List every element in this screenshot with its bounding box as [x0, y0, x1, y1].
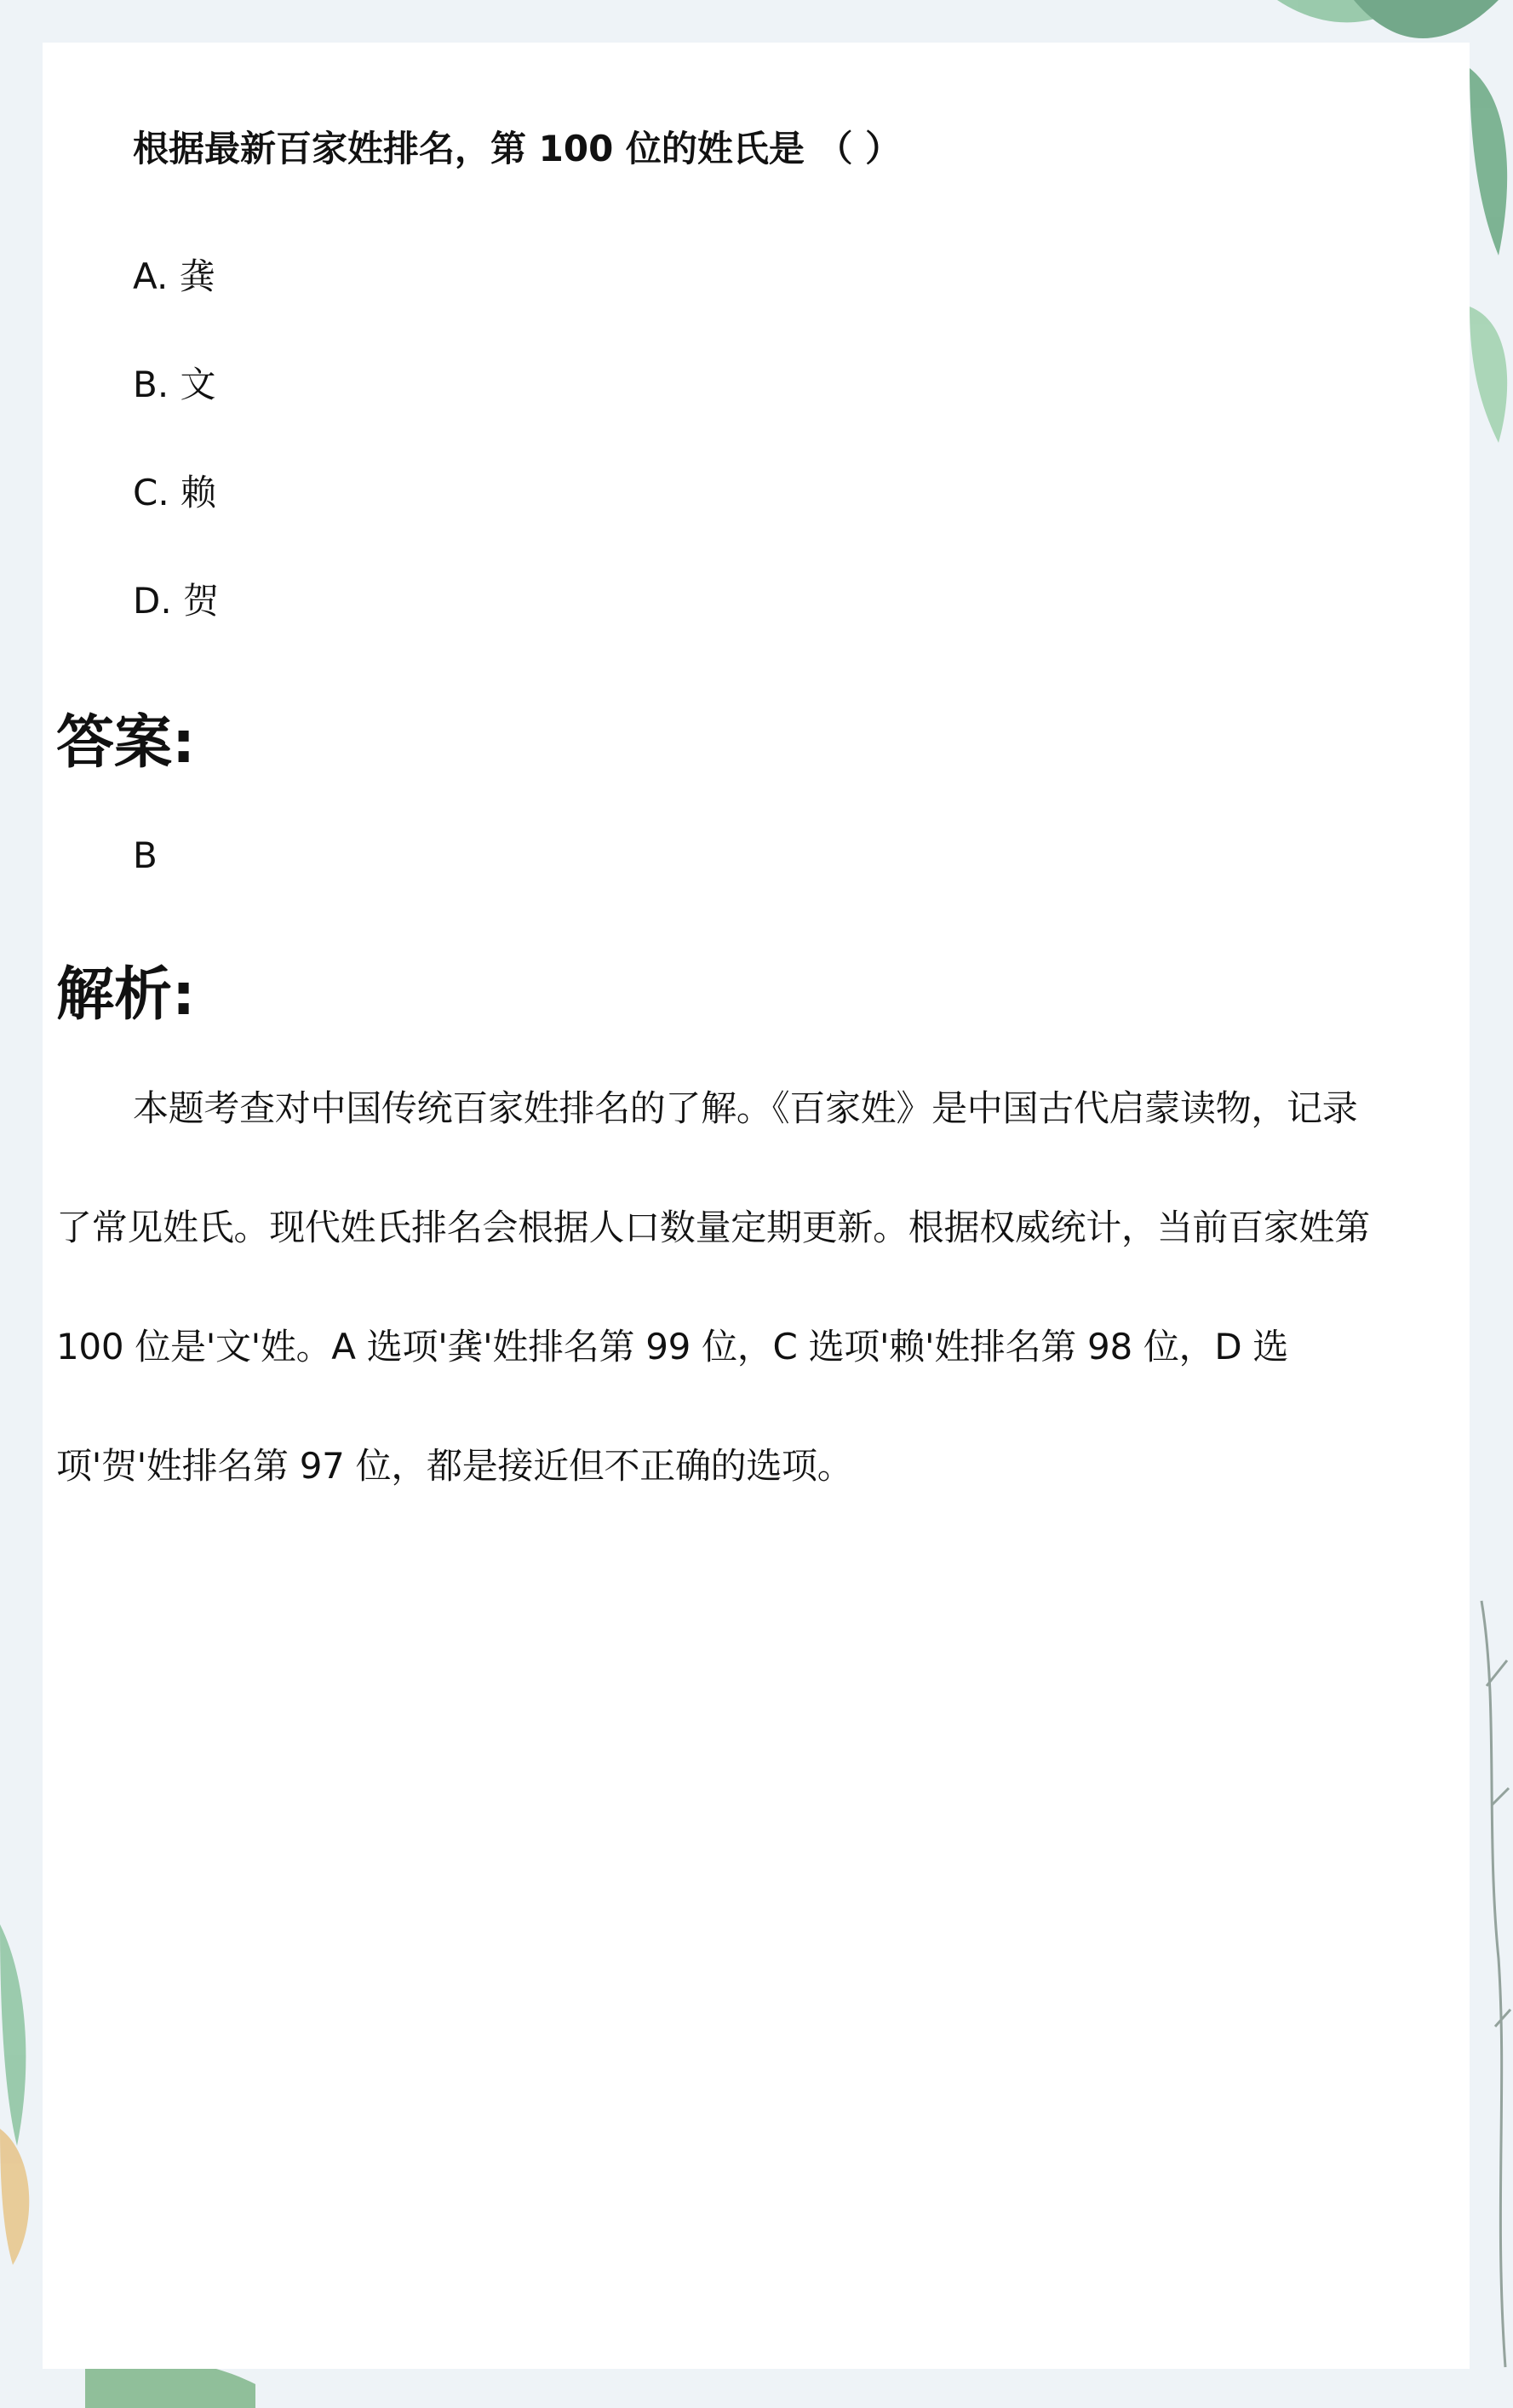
question-stem: 根据最新百家姓排名，第 100 位的姓氏是 （ ）: [133, 128, 902, 169]
analysis-text: 本题考查对中国传统百家姓排名的了解。《百家姓》是中国古代启蒙读物，记录了常见姓氏。现代姓氏排名会根据人口数量定期更新。根据权威统计，当前百家姓第 100 位是'文'姓。A 选项'龚'姓排名第 99 位，C 选项'赖'姓排名第 98 位，D 选项'贺'姓排名第 97 位，都是接近但不正确的选项。: [56, 1087, 1370, 1487]
analysis-heading: 解析:: [56, 961, 196, 1029]
option-d: D. 贺: [133, 580, 220, 622]
answer-value: B: [133, 834, 158, 876]
option-a: A. 龚: [133, 255, 215, 297]
option-c: C. 赖: [133, 472, 217, 513]
answer-heading: 答案:: [56, 709, 196, 777]
branch-icon: [1481, 1601, 1510, 2367]
option-b: B. 文: [133, 364, 216, 405]
